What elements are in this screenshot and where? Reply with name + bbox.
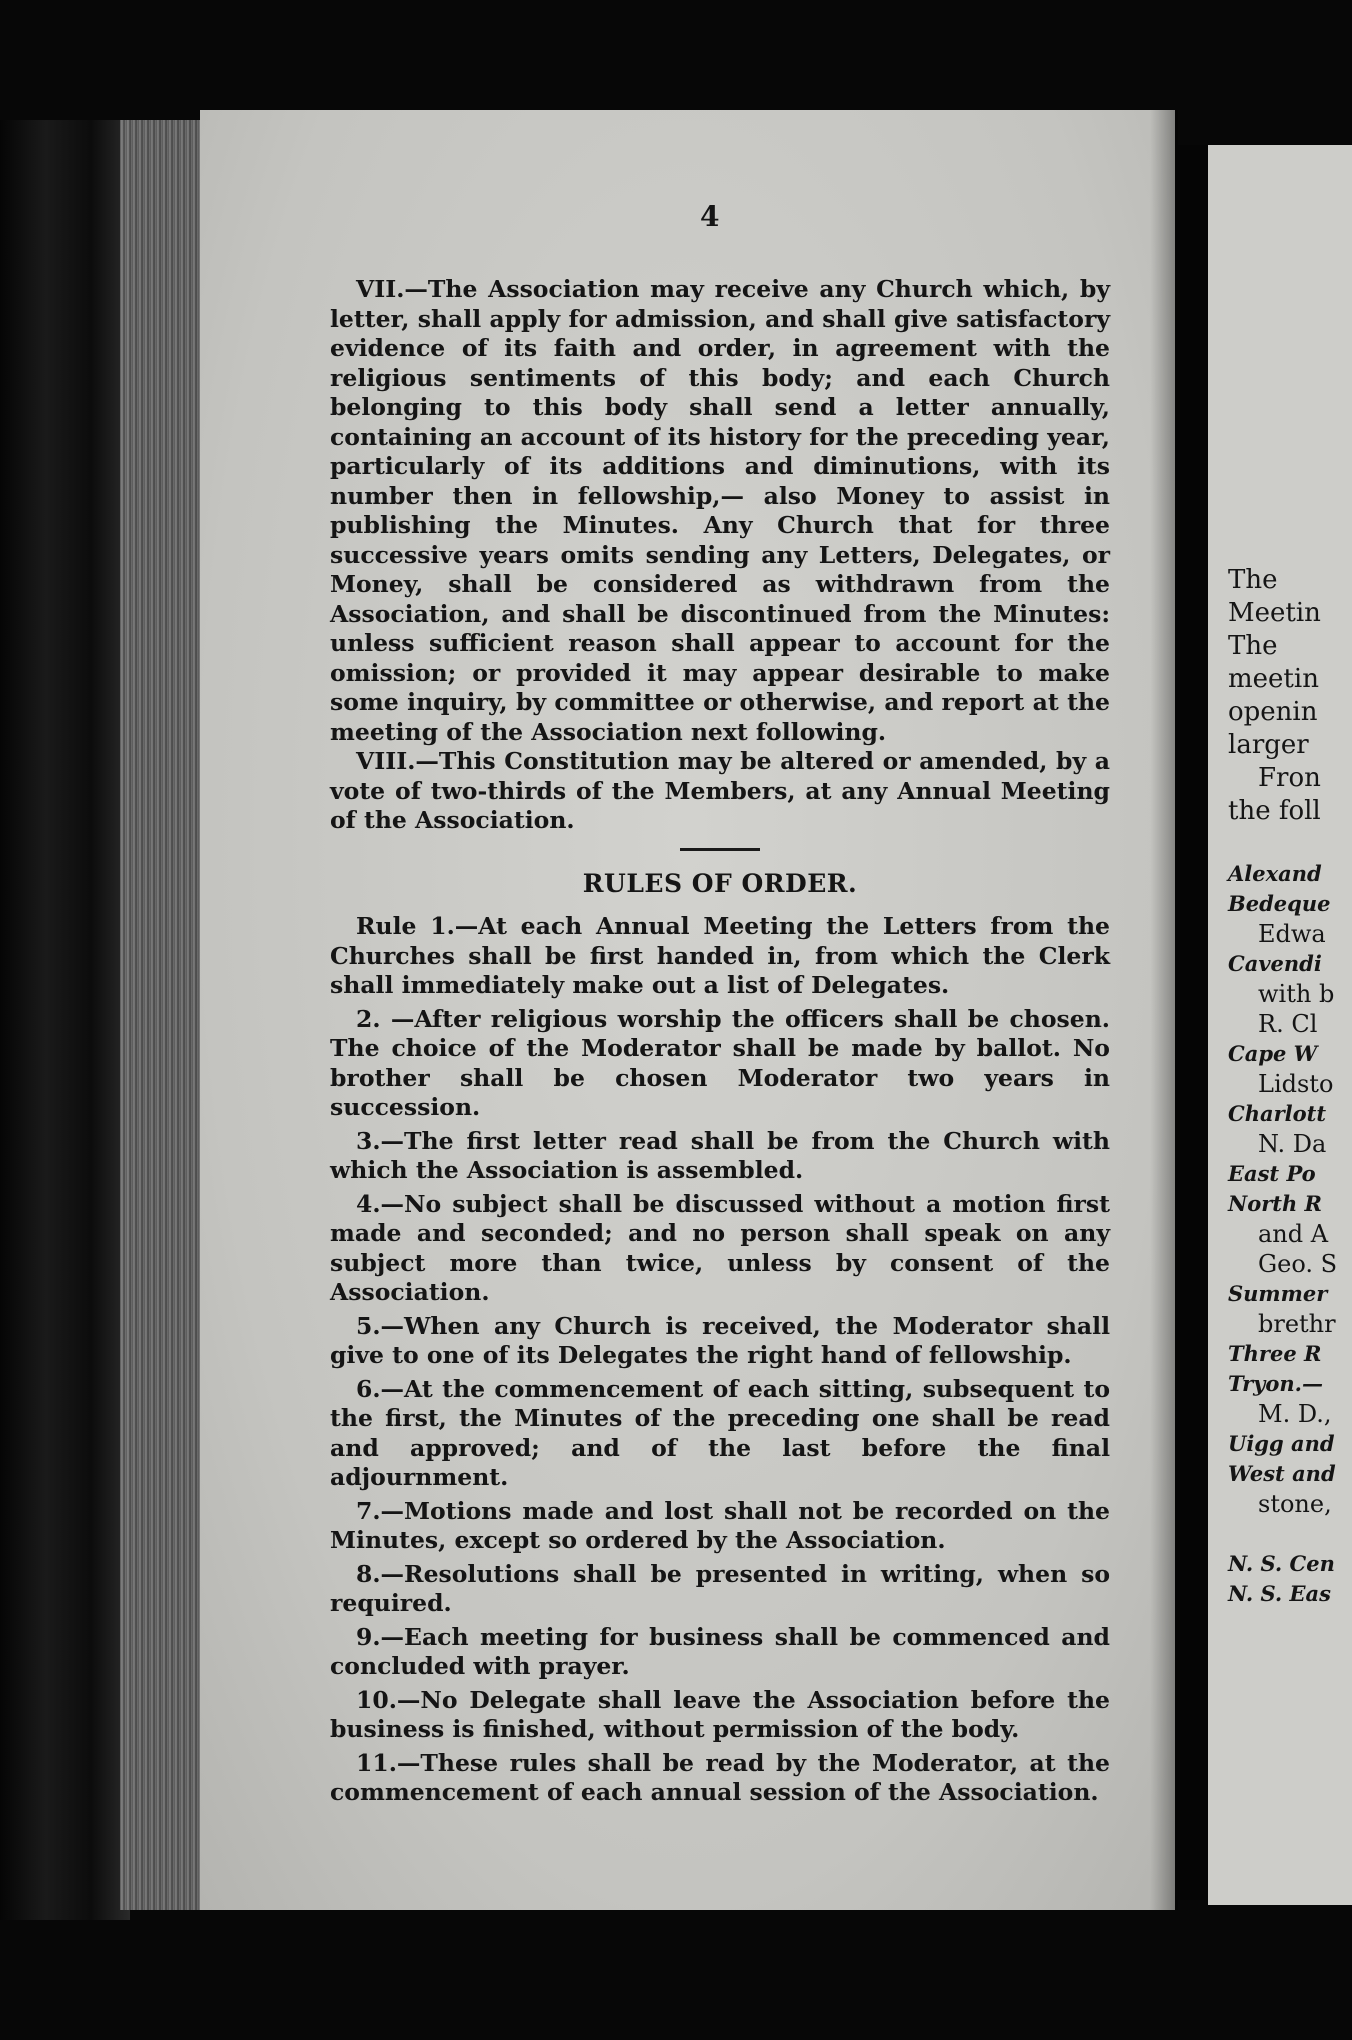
facing-page-line: with b [1258, 980, 1335, 1008]
rules-list [330, 912, 1110, 1808]
rule-item: 3.—The first letter read shall be from the Church with which the Association is assembled. [330, 1126, 1110, 1184]
facing-page-line: the foll [1228, 796, 1321, 826]
facing-page-line: Cavendi [1228, 951, 1322, 976]
facing-page-line: N. S. Eas [1228, 1581, 1331, 1606]
facing-page-line: N. Da [1258, 1130, 1327, 1158]
facing-page-line: Three R [1228, 1341, 1322, 1366]
rule-item: 8.—Resolutions shall be presented in writing, when so required. [330, 1559, 1110, 1617]
facing-page-line: Lidsto [1258, 1070, 1334, 1098]
facing-page-text [1228, 565, 1352, 1609]
article-viii: VIII.—This Constitution may be altered or amended, by a vote of two-thirds of the Members, at any Annual Meeting of the Association. [330, 747, 1110, 834]
facing-page-line: Bedeque [1228, 891, 1331, 916]
facing-page-line: Meetin [1228, 598, 1321, 628]
rule-item: 7.—Motions made and lost shall not be recorded on the Minutes, except so ordered by the Association. [330, 1496, 1110, 1554]
facing-page-line: Summer [1228, 1281, 1328, 1306]
rule-item: 6.—At the commencement of each sitting, subsequent to the first, the Minutes of the preceding one shall be read and approved; and of the last before the final adjournment. [330, 1374, 1110, 1491]
facing-page-line: Tryon.— [1228, 1371, 1323, 1396]
facing-page-line: M. D., [1258, 1400, 1332, 1428]
article-vii: VII.—The Association may receive any Church which, by letter, shall apply for admission, and shall give satisfactory evidence of its faith and order, in agreement with the religious sentiments of this body; and each Church belonging to this body shall send a letter annually, containing an account of its history for the preceding year, particularly of its additions and diminutions, with its number then in fellowship,— also Money to assist in publishing the Minutes. Any Church that for three successive years omits sending any Letters, Delegates, or Money, shall be considered as withdrawn from the Association, and shall be discontinued from the Minutes: unless sufficient reason shall appear to account for the omission; or provided it may appear desirable to make some inquiry, by committee or otherwise, and report at the meeting of the Association next following. [330, 275, 1110, 746]
facing-page [1208, 145, 1352, 1905]
rule-item: 9.—Each meeting for business shall be commenced and concluded with prayer. [330, 1622, 1110, 1680]
facing-page-line [1228, 1519, 1352, 1549]
facing-page-line: openin [1228, 697, 1318, 727]
facing-page-line [1228, 829, 1352, 859]
facing-page-line: Charlott [1228, 1101, 1327, 1126]
facing-page-line: brethr [1258, 1310, 1336, 1338]
rule-item: 4.—No subject shall be discussed without a motion first made and seconded; and no person shall speak on any subject more than twice, unless by consent of the Association. [330, 1189, 1110, 1306]
rule-item: 10.—No Delegate shall leave the Association before the business is finished, without permission of the body. [330, 1685, 1110, 1743]
facing-page-line: The [1228, 565, 1278, 595]
facing-page-line: meetin [1228, 664, 1319, 694]
facing-page-line: R. Cl [1258, 1010, 1318, 1038]
facing-page-line: West and [1228, 1461, 1336, 1486]
facing-page-line: Cape W [1228, 1041, 1318, 1066]
facing-page-line: Edwa [1258, 920, 1326, 948]
facing-page-line: Fron [1258, 763, 1321, 793]
rule-item: Rule 1.—At each Annual Meeting the Letters from the Churches shall be first handed in, from which the Clerk shall immediately make out a list of Delegates. [330, 912, 1110, 999]
facing-page-line: Uigg and [1228, 1431, 1335, 1456]
rule-item: 11.—These rules shall be read by the Moderator, at the commencement of each annual session of the Association. [330, 1748, 1110, 1806]
book-gutter [1178, 145, 1208, 1900]
rules-heading: RULES OF ORDER. [582, 868, 858, 898]
facing-page-line: East Po [1228, 1161, 1316, 1186]
facing-page-line: stone, [1258, 1490, 1332, 1518]
book-spine [0, 120, 130, 1920]
facing-page-line: and A [1258, 1220, 1329, 1248]
facing-page-line: The [1228, 631, 1278, 661]
facing-page-line: Geo. S [1258, 1250, 1338, 1278]
facing-page-line: North R [1228, 1191, 1322, 1216]
page-shadow [1150, 110, 1178, 1910]
page-text [330, 275, 1110, 1812]
facing-page-line: Alexand [1228, 861, 1322, 886]
page-number: 4 [700, 200, 720, 233]
facing-page-line: larger [1228, 730, 1309, 760]
rule-item: 5.—When any Church is received, the Moderator shall give to one of its Delegates the right hand of fellowship. [330, 1311, 1110, 1369]
section-divider [680, 848, 760, 851]
rule-item: 2. —After religious worship the officers shall be chosen. The choice of the Moderator shall be made by ballot. No brother shall be chosen Moderator two years in succession. [330, 1004, 1110, 1121]
facing-page-line: N. S. Cen [1228, 1551, 1335, 1576]
page-edges [120, 120, 205, 1910]
